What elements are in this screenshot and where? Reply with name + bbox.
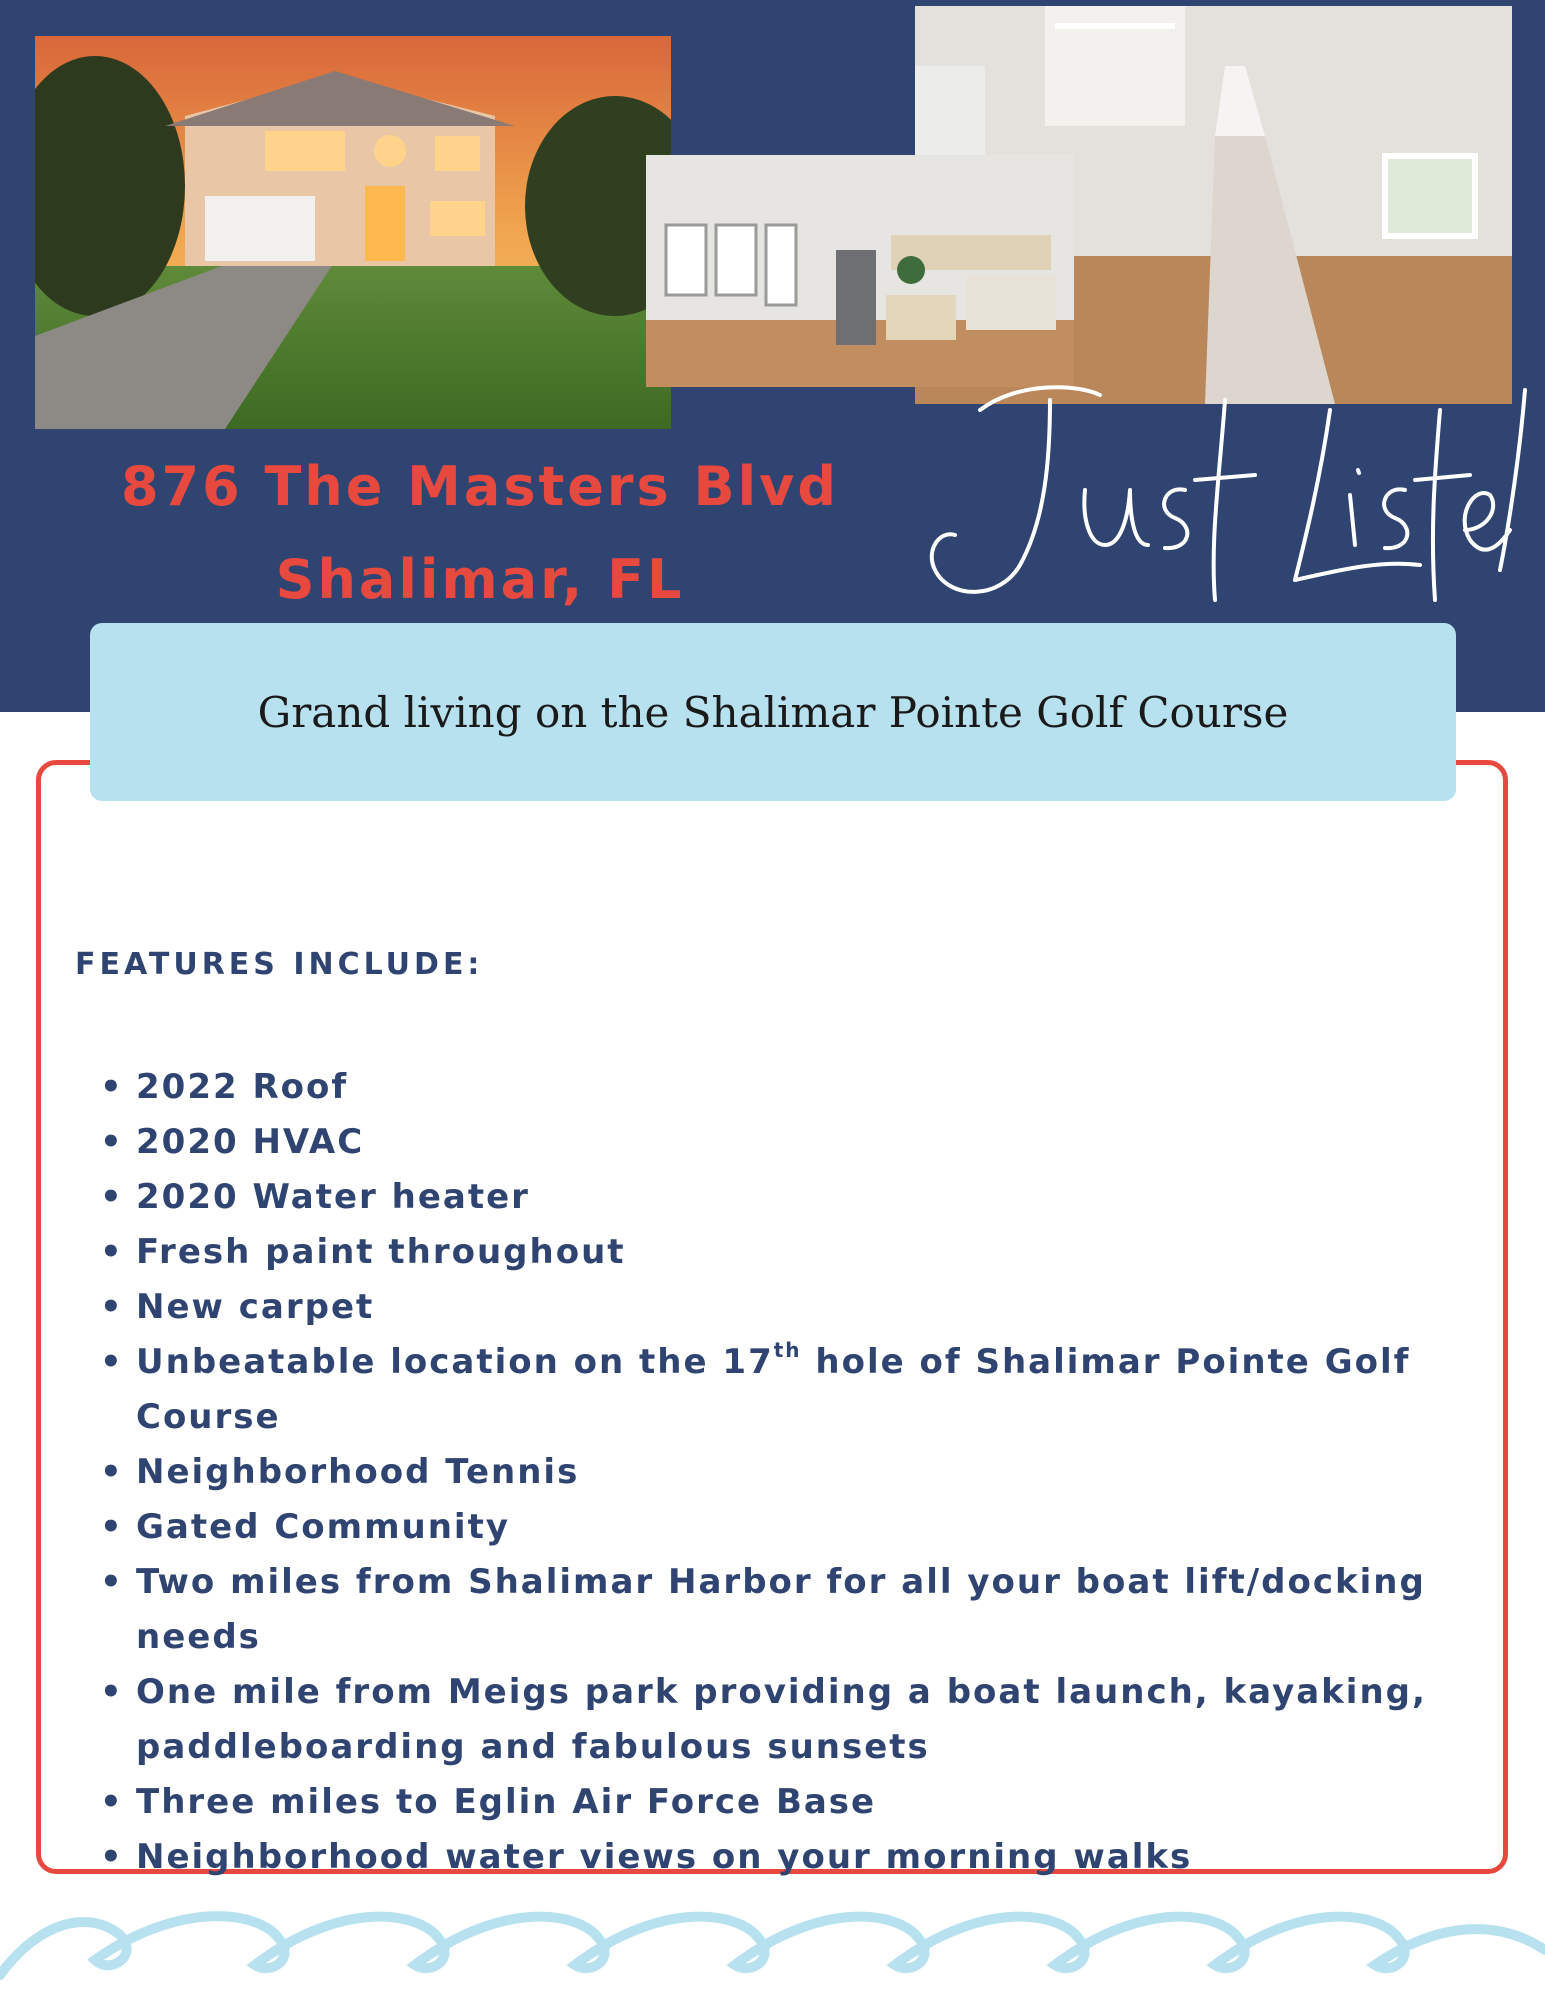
list-item [100,1335,1500,1445]
list-item: • Neighborhood water views on your morning walks [100,1830,1500,1885]
list-item: • 2020 HVAC [100,1115,1500,1170]
kitchen-photo [646,155,1074,387]
list-item-text: Unbeatable location on the 17 [136,1342,774,1382]
list-item: • 2022 Roof [100,1060,1500,1115]
exterior-photo [35,36,671,429]
tagline-text: Grand living on the Shalimar Pointe Golf Course [257,687,1289,737]
features-list [100,1060,1500,1885]
list-item: • Gated Community [100,1500,1500,1555]
list-item: • Fresh paint throughout [100,1225,1500,1280]
tagline-banner [90,623,1456,801]
list-item: • Two miles from Shalimar Harbor for all your boat lift/docking needs [100,1555,1500,1665]
features-heading: FEATURES INCLUDE: [75,947,484,982]
list-item: • Neighborhood Tennis [100,1445,1500,1500]
list-item: • One mile from Meigs park providing a boat launch, kayaking, paddleboarding and fabulous sunsets [100,1665,1500,1775]
address-city: Shalimar, FL [275,548,685,611]
list-item: • New carpet [100,1280,1500,1335]
ordinal-suffix: th [773,1337,802,1362]
list-item: • 2020 Water heater [100,1170,1500,1225]
address-street: 876 The Masters Blvd [120,455,840,518]
list-item: • Three miles to Eglin Air Force Base [100,1775,1500,1830]
just-listed-script [910,370,1530,630]
wave-decoration [0,1880,1545,1990]
list-item-text: hole of Shalimar Pointe Golf Course [136,1342,1411,1437]
